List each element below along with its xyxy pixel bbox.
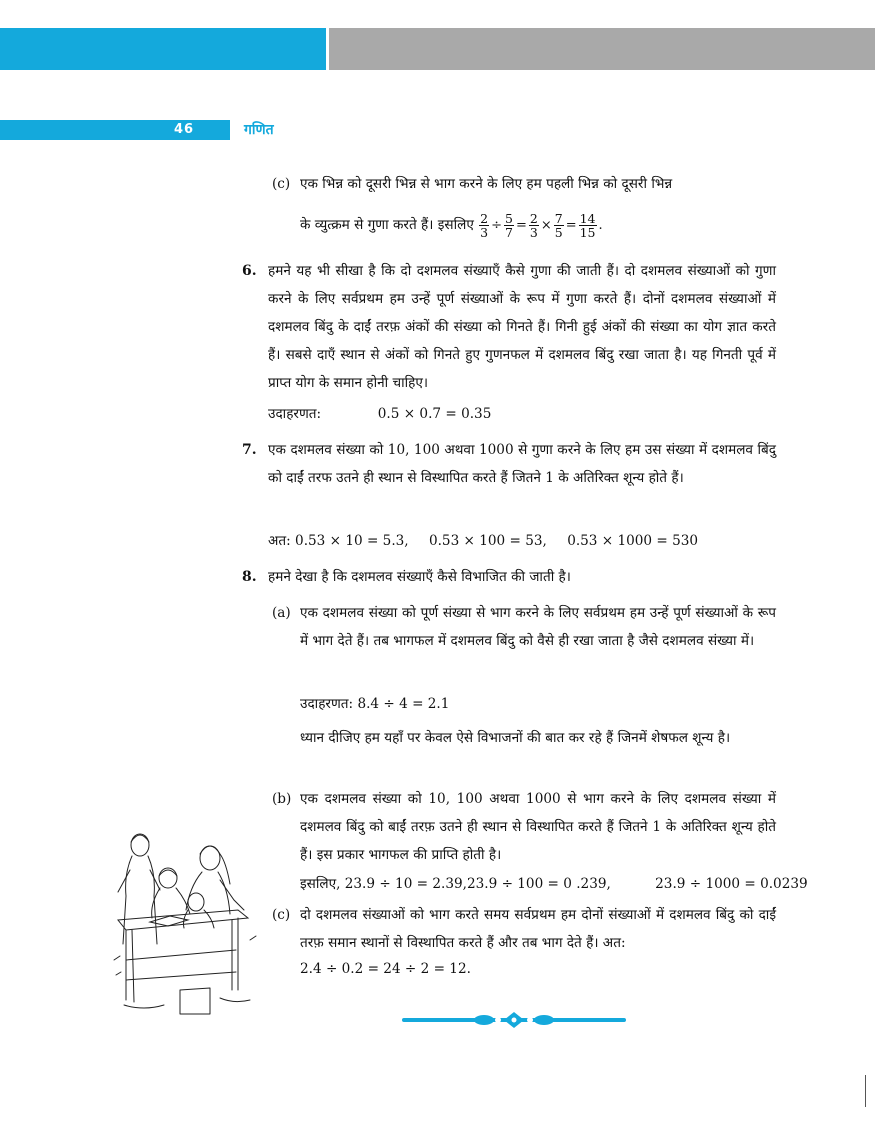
item-number: 8. [242, 569, 257, 585]
fraction: $\frac{2}{3}$ [529, 211, 538, 240]
item5-sub-c [272, 170, 776, 198]
example-value: 0.53 × 10 = 5.3, [295, 533, 409, 549]
sub-label: (a) [272, 605, 291, 621]
item-7 [242, 436, 776, 492]
item7-examples [268, 527, 698, 555]
header-band-gray [329, 28, 875, 70]
item8-sub-b [272, 785, 776, 869]
item8-b-example [300, 870, 808, 898]
item-text: हमने यह भी सीखा है कि दो दशमलव संख्याएँ कैसे गुणा की जाती हैं। दो दशमलव संख्याओं को गुणा करने के लिए सर्वप्रथम हम उन्हें पूर्ण संख्याओं के रूप में गुणा करते हैं। दोनों दशमलव संख्याओं में दशमलव बिंदु के दाईं तरफ़ अंकों की संख्या को गिनते हैं। गिनी हुई अंकों की संख्या का योग ज्ञात करते हैं। सबसे दाएँ स्थान से अंकों को गिनते हुए गुणनफल में दशमलव बिंदु रखा जाता है। यह गिनती पूर्व में प्राप्त योग के समान होनी चाहिए। [268, 263, 776, 391]
sub-text: दो दशमलव संख्याओं को भाग करते समय सर्वप्रथम हम दोनों संख्याओं में दशमलव बिंदु को दाईं तरफ़ समान स्थानों से विस्थापित करते हैं और तब भाग देते हैं। अत: [300, 907, 776, 951]
sub-text: एक भिन्न को दूसरी भिन्न से भाग करने के लिए हम पहली भिन्न को दूसरी भिन्न [300, 176, 673, 192]
item-number: 7. [242, 442, 257, 458]
example-label: उदाहरणत: [268, 406, 322, 422]
item8-a-example: उदाहरणत: 8.4 ÷ 4 = 2.1 [300, 696, 450, 712]
item-8 [242, 563, 776, 591]
page-title: गणित [244, 122, 274, 138]
item6-example [268, 400, 491, 428]
sub-text: एक दशमलव संख्या को 10, 100 अथवा 1000 से भाग करने के लिए दशमलव संख्या में दशमलव बिंदु को बाईं तरफ़ उतने ही स्थान से विस्थापित करते हैं जितने 1 के अतिरिक्त शून्य होते हैं। इस प्रकार भागफल की प्राप्ति होती है। [300, 791, 776, 863]
item8-sub-a [272, 599, 776, 655]
sub-label: (b) [272, 791, 292, 807]
sub-label: (c) [272, 176, 291, 192]
example-value: इसलिए, 23.9 ÷ 10 = 2.39,23.9 ÷ 100 = 0 .239, [300, 876, 611, 892]
item-text: हमने देखा है कि दशमलव संख्याएँ कैसे विभाजित की जाती है। [268, 569, 571, 585]
math-prefix: के व्युत्क्रम से गुणा करते हैं। इसलिए [300, 217, 474, 233]
page-edge-mark [865, 1075, 866, 1107]
fraction: $\frac{5}{7}$ [505, 211, 513, 240]
ornamental-divider [402, 1012, 626, 1028]
sub-label: (c) [272, 907, 291, 923]
example-label: अत: [268, 533, 291, 549]
example-value: 23.9 ÷ 1000 = 0.0239 [655, 876, 808, 892]
example-value: 0.5 × 0.7 = 0.35 [377, 406, 492, 422]
sub-text: एक दशमलव संख्या को पूर्ण संख्या से भाग करने के लिए सर्वप्रथम हम उन्हें पूर्ण संख्याओं के रूप में भाग देते हैं। तब भागफल में दशमलव बिंदु को वैसे ही रखा जाता है जैसे दशमलव संख्या में। [300, 605, 776, 649]
fraction: $\frac{7}{5}$ [554, 211, 563, 240]
item-6 [242, 257, 776, 397]
item8-c-example: 2.4 ÷ 0.2 = 24 ÷ 2 = 12. [300, 961, 471, 977]
header-band-accent [0, 28, 326, 70]
item8-sub-c [272, 901, 776, 957]
page-number: 46 [174, 122, 195, 137]
fraction: $\frac{14}{15}$ [579, 211, 596, 240]
page-number-bar [0, 120, 230, 140]
item8-a-note: ध्यान दीजिए हम यहाँ पर केवल ऐसे विभाजनों की बात कर रहे हैं जिनमें शेषफल शून्य है। [300, 730, 731, 746]
item-number: 6. [242, 263, 257, 279]
example-value: 0.53 × 1000 = 530 [567, 533, 699, 549]
item-text: एक दशमलव संख्या को 10, 100 अथवा 1000 से गुणा करने के लिए हम उस संख्या में दशमलव बिंदु को दाईं तरफ उतने ही स्थान से विस्थापित करते हैं जितने 1 के अतिरिक्त शून्य होते हैं। [268, 442, 776, 486]
children-studying-illustration [110, 820, 260, 1025]
example-value: 0.53 × 100 = 53, [428, 533, 547, 549]
fraction: $\frac{2}{3}$ [480, 211, 489, 240]
item5-sub-c-math: के व्युत्क्रम से गुणा करते हैं। इसलिए $\frac{2}{3}$ ÷ $\frac{5}{7}$ = $\frac{2}{3}$ × $\frac{7}{5}$ = $\frac{14}{15}$ . [300, 211, 603, 240]
